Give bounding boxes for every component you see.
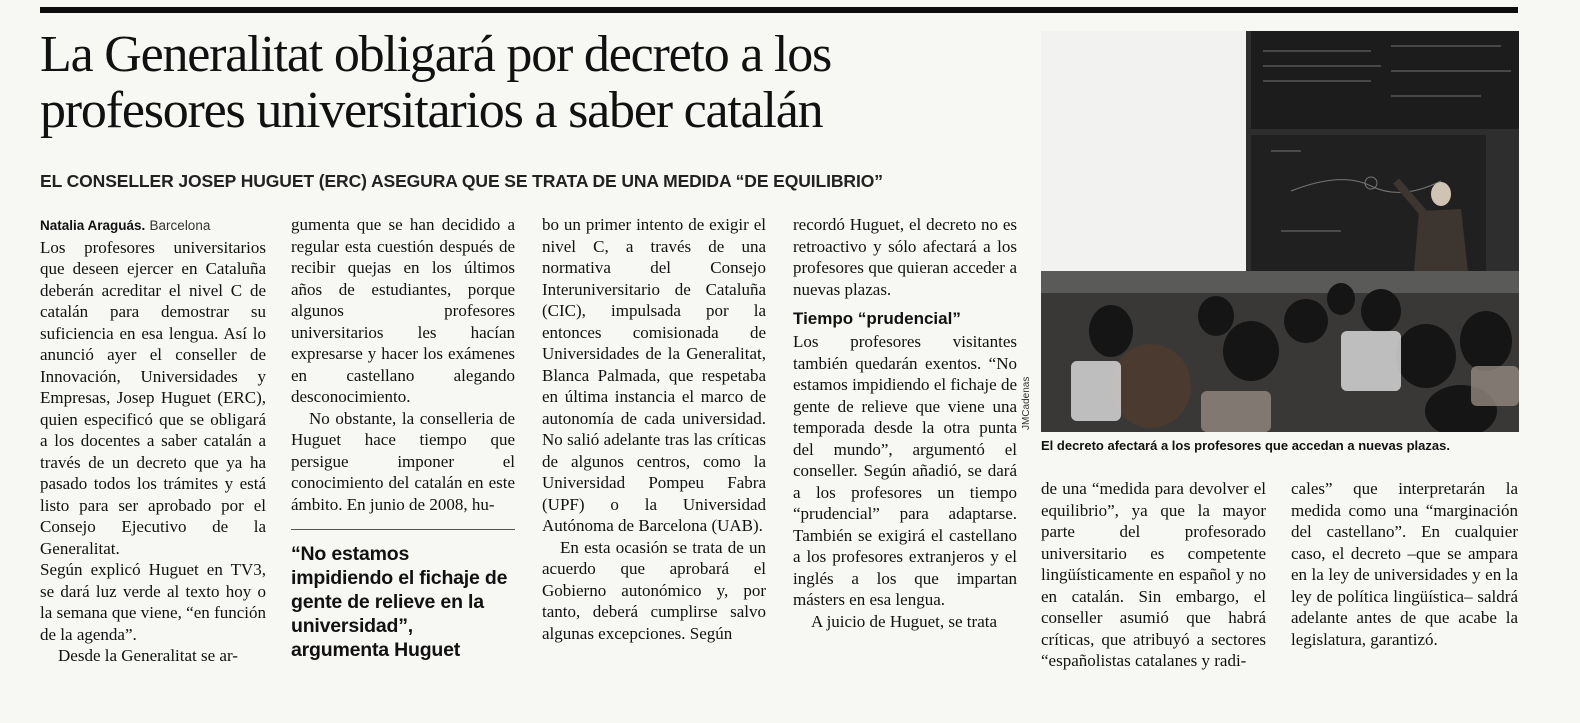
top-rule [40,7,1518,13]
paragraph: Según explicó Huguet en TV3, se dará luz verde al texto hoy o la semana que viene, “en función de la agenda”. [40,560,266,644]
paragraph: de una “medida para devolver el equilibrio”, ya que la mayor parte del profesorado universitario es competente lingüísticamente en español y no en catalán. Sin embargo, el conseller asumió que habrá críticas, que atribuyó a sectores “españolistas catalanes y radi- [1041,479,1266,670]
classroom-photo [1041,31,1519,432]
paragraph: A juicio de Huguet, se trata [811,611,998,631]
byline-author: Natalia Araguás. [40,218,146,233]
column-2 [291,214,515,662]
paragraph: gumenta que se han decidido a regular esta cuestión después de recibir quejas en los últimos años de estudiantes, porque algunos profesores universitarios les hacían expresarse y hacer los exámenes en castellano alegando desconocimiento. [291,215,515,406]
photo-caption: El decreto afectará a los profesores que accedan a nuevas plazas. [1041,438,1450,453]
classroom-illustration [1041,31,1519,432]
paragraph: En esta ocasión se trata de un acuerdo que aprobará el Gobierno autonómico y, por tanto, deberá cumplirse salvo algunas excepciones. Según [542,537,766,643]
column-3 [542,214,766,644]
paragraph: Desde la Generalitat se ar- [58,646,238,665]
column-1 [40,214,266,667]
paragraph: Los profesores universitarios que deseen ejercer en Cataluña deberán acreditar el nivel C de catalán para demostrar su suficiencia en esa lengua. Así lo anunció ayer el conseller de Innovación, Universidades y Empresas, Josep Huguet (ERC), quien especificó que se obligará a los docentes a saber catalán a través de un decreto que ya ha pasado todos los trámites y está listo para ser aprobado por el Consejo Ejecutivo de la Generalitat. [40,237,266,558]
pullquote-rule [291,529,515,530]
paragraph: Los profesores visitantes también quedarán exentos. “No estamos impidiendo el fichaje de gente de relieve que viene una temporada desde la otra punta del mundo”, argumentó el conseller. Según añadió, se dará a los profesores un tiempo “prudencial” para adaptarse. También se exigirá el castellano a los profesores extranjeros y el inglés a los que impartan másters en esa lengua. [793,332,1017,609]
headline: La Generalitat obligará por decreto a los profesores universitarios a saber catalán [40,26,832,139]
paragraph: cales” que interpretarán la medida como una “marginación del castellano”. En cualquier caso, el decreto –que se ampara en la ley de universidades y en la ley de política lingüística– saldrá adelante antes de que acabe la legislatura, garantizó. [1291,479,1518,649]
column-4 [793,214,1017,632]
column-5 [1041,478,1266,672]
subhead: Tiempo “prudencial” [793,309,961,328]
paragraph: bo un primer intento de exigir el nivel C, a través de una normativa del Consejo Interuniversitario de Cataluña (CIC), impulsada por la entonces comisionada de Universidades de la Generalitat, Blanca Palmada, que respetaba en última instancia el marco de autonomía de cada universidad. No salió adelante tras las críticas de algunos centros, como la Universidad Pompeu Fabra (UPF) o la Universidad Autónoma de Barcelona (UAB). [542,215,766,535]
byline [40,214,266,237]
column-6 [1291,478,1518,650]
photo-credit: JMCadenas [1021,376,1032,430]
byline-location: Barcelona [149,218,211,233]
deck: EL CONSELLER JOSEP HUGUET (ERC) ASEGURA QUE SE TRATA DE UNA MEDIDA “DE EQUILIBRIO” [40,171,883,191]
paragraph: recordó Huguet, el decreto no es retroactivo y sólo afectará a los profesores que quieran acceder a nuevas plazas. [793,215,1017,299]
paragraph: No obstante, la conselleria de Huguet hace tiempo que persigue imponer el conocimiento del catalán en este ámbito. En junio de 2008, hu- [291,408,515,514]
pullquote: “No estamos impidiendo el fichaje de gente de relieve en la universidad”, argumenta Huguet [291,543,508,661]
